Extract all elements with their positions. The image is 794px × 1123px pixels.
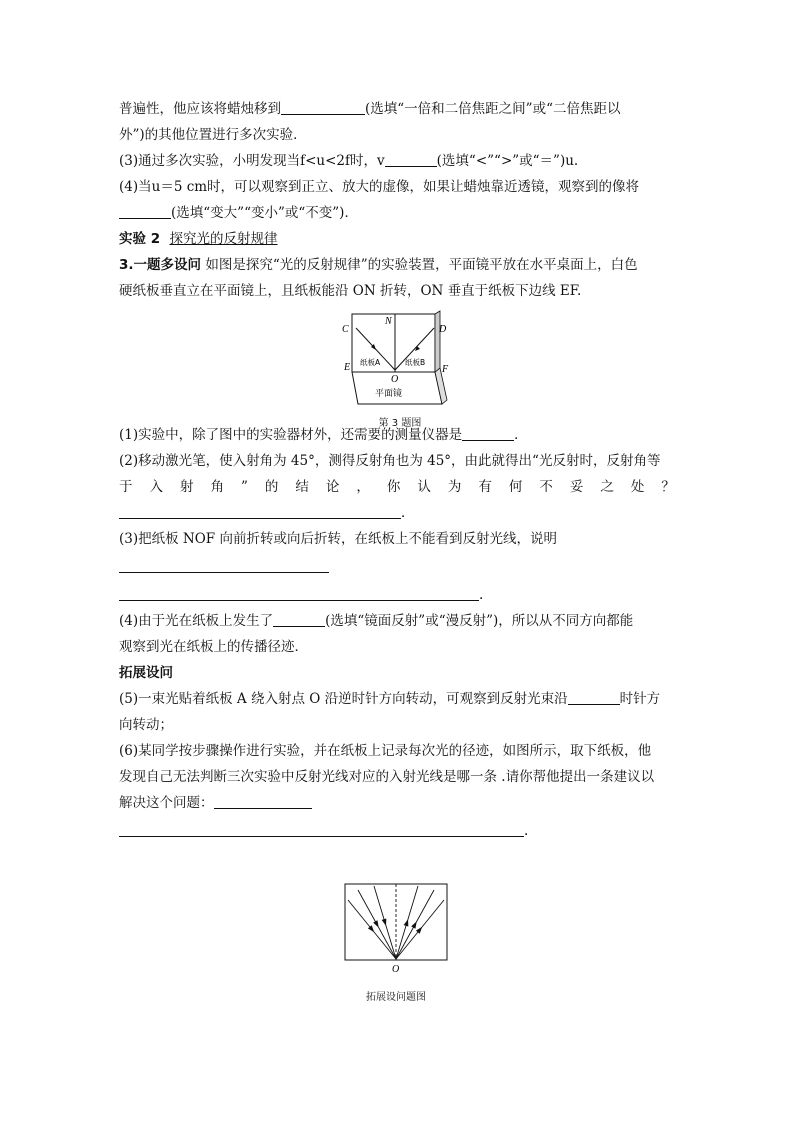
justified-char: 为 <box>447 479 462 495</box>
question-3-part: (3)通过多次实验，小明发现当f<u<2f时，v (选填“<”“>”或“＝”)u. <box>119 148 679 174</box>
section-heading: 实验 2 探究光的反射规律 <box>119 231 278 247</box>
answer-blank[interactable] <box>119 555 329 573</box>
answer-blank[interactable] <box>119 501 401 519</box>
label-e: E <box>344 362 351 373</box>
figure-1-caption: 第 3 题图 <box>378 418 422 429</box>
justified-char: ？ <box>661 479 675 495</box>
answer-blank[interactable] <box>385 149 437 167</box>
justified-char: 不 <box>539 479 553 495</box>
line-2: 外”)的其他位置进行多次实验． <box>119 127 307 143</box>
sub-question-4-cont: 观察到光在纸板上的传播径迹． <box>119 639 308 655</box>
answer-line <box>119 554 679 580</box>
justified-char: 何 <box>508 479 523 495</box>
justified-char: 处 <box>630 479 645 495</box>
justified-char: 有 <box>478 479 492 495</box>
justified-char: 认 <box>417 479 431 495</box>
figure-2-caption: 拓展设问题图 <box>366 992 426 1003</box>
justified-char: ” <box>241 479 248 495</box>
justified-char: 妥 <box>569 479 584 495</box>
question-4-part: (4)当u＝5 cm时，可以观察到正立、放大的虚像，如果让蜡烛靠近透镜，观察到的像将 <box>119 179 640 195</box>
answer-blank[interactable] <box>119 201 171 219</box>
label-c: C <box>342 324 349 335</box>
sub-question-6: (6)某同学按步骤操作进行实验，并在纸板上记录每次光的径迹，如图所示，取下纸板，他 <box>119 743 652 759</box>
label-d: D <box>439 324 447 335</box>
sub-question-2: (2)移动激光笔，使入射角为 45°，测得反射角也为 45°，由此就得出“光反射时，反射角等 <box>119 453 661 469</box>
board-b-edge <box>435 311 440 372</box>
justified-char: 射 <box>180 479 194 495</box>
answer-blank[interactable] <box>462 423 514 441</box>
line-1: 普遍性，他应该将蜡烛移到 (选填“一倍和二倍焦距之间”或“二倍焦距以 <box>119 96 679 122</box>
answer-blank[interactable] <box>119 819 524 837</box>
justified-char: 论 <box>325 479 340 495</box>
ray-records-figure <box>340 880 452 976</box>
sub-question-3: (3)把纸板 NOF 向前折转或向后折转，在纸板上不能看到反射光线，说明 <box>119 531 557 547</box>
question-3-stem: 3.一题多设问 如图是探究“光的反射规律”的实验装置，平面镜平放在水平桌面上，白色 <box>119 257 638 273</box>
answer-blank[interactable] <box>281 97 365 115</box>
justified-char: 于 <box>119 479 133 495</box>
sub-question-1: (1)实验中，除了图中的实验器材外，还需要的测量仪器是 ． <box>119 422 679 448</box>
justified-char: 之 <box>600 479 614 495</box>
justified-char: 角 <box>210 479 224 495</box>
sub-question-2-cont <box>119 474 675 500</box>
reflection-apparatus-figure <box>330 308 470 410</box>
sub-question-5-cont: 向转动； <box>119 717 173 733</box>
answer-line: . <box>119 818 679 844</box>
label-mirror: 平面镜 <box>375 389 403 399</box>
justified-char: 你 <box>386 479 401 495</box>
label-n: N <box>385 316 392 327</box>
justified-char: 的 <box>264 479 279 495</box>
sub-question-6-cont: 解决这个问题： <box>119 790 679 816</box>
sub-question-6-cont: 发现自己无法判断三次实验中反射光线对应的入射光线是哪一条 .请你帮他提出一条建议以 <box>119 769 655 785</box>
answer-blank[interactable] <box>214 791 312 809</box>
document-body <box>119 96 679 844</box>
answer-blank[interactable] <box>568 687 620 705</box>
answer-line: . <box>119 582 679 608</box>
extension-heading: 拓展设问 <box>119 665 173 681</box>
label-o: O <box>392 964 400 975</box>
justified-char: ， <box>356 479 370 495</box>
question-4-cont: (选填“变大”“变小”或“不变”)． <box>119 200 679 226</box>
answer-blank[interactable] <box>119 583 479 601</box>
question-3-stem-cont: 硬纸板垂直立在平面镜上，且纸板能沿 ON 折转，ON 垂直于纸板下边线 EF. <box>119 283 582 299</box>
label-board-b: 纸板B <box>405 358 426 367</box>
justified-char: 结 <box>295 479 309 495</box>
sub-question-4: (4)由于光在纸板上发生了 (选填“镜面反射”或“漫反射”)，所以从不同方向都能 <box>119 608 679 634</box>
label-board-a: 纸板A <box>360 358 381 367</box>
label-f: F <box>442 364 449 375</box>
label-o: O <box>391 374 399 385</box>
justified-char: 入 <box>149 479 163 495</box>
answer-blank[interactable] <box>273 609 325 627</box>
sub-question-5: (5)一束光贴着纸板 A 绕入射点 O 沿逆时针方向转动，可观察到反射光束沿 时针方 <box>119 686 679 712</box>
answer-line: ． <box>119 500 679 526</box>
